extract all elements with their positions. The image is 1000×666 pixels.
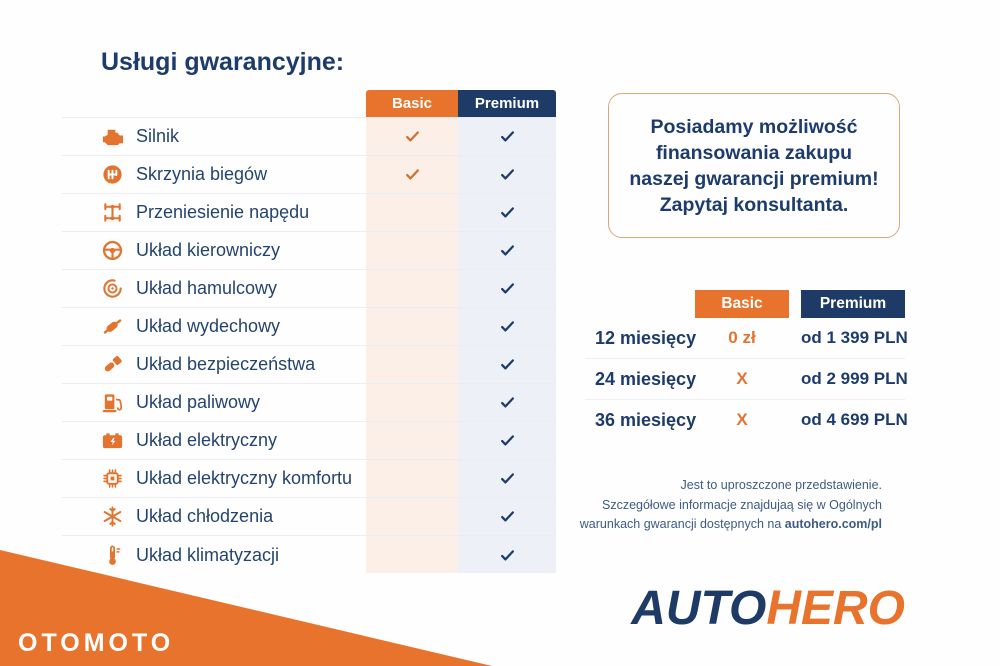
pricing-header-premium: Premium — [801, 290, 905, 318]
disclaimer-line: Szczegółowe informacje znajdujaą się w Ogólnych — [601, 497, 882, 512]
steering-wheel-icon — [100, 239, 124, 263]
table-row — [62, 536, 556, 574]
thermometer-icon — [100, 543, 124, 567]
service-label: Układ chłodzenia — [136, 506, 274, 526]
table-row — [62, 232, 556, 270]
pricing-header-basic: Basic — [695, 290, 789, 318]
service-label: Skrzynia biegów — [136, 164, 268, 184]
promo-line: Posiadamy możliwość — [650, 115, 858, 138]
disclaimer-text — [580, 476, 882, 535]
snowflake-icon — [100, 505, 124, 529]
autohero-url: autohero.com/pl — [784, 517, 882, 531]
table-row — [62, 194, 556, 232]
table-row — [62, 384, 556, 422]
pricing-row — [585, 318, 908, 358]
table-row — [62, 308, 556, 346]
pricing-table — [585, 290, 908, 440]
disclaimer-line: Jest to uproszczone przedstawienie. — [680, 478, 882, 492]
otomoto-logo: OTOMOTO — [18, 629, 175, 657]
engine-icon — [100, 125, 124, 149]
premium-price: od 1 399 PLN — [801, 328, 908, 347]
service-label: Układ kierowniczy — [136, 240, 281, 260]
check-icon — [458, 118, 556, 155]
service-label: Układ bezpieczeństwa — [136, 354, 316, 374]
pricing-table-headers — [695, 290, 905, 318]
service-label: Układ paliwowy — [136, 392, 261, 412]
autohero-logo: AUTOHERO — [631, 582, 905, 635]
service-label: Układ klimatyzacji — [136, 544, 280, 565]
basic-price: X — [736, 410, 748, 429]
fuel-pump-icon — [100, 391, 124, 415]
service-label: Przeniesienie napędu — [136, 202, 310, 222]
table-row — [62, 118, 556, 156]
pricing-rows — [585, 318, 908, 440]
duration-label: 12 miesięcy — [595, 327, 697, 348]
check-icon — [458, 346, 556, 383]
warranty-table — [62, 90, 556, 573]
basic-price: 0 zł — [728, 328, 756, 347]
warranty-rows — [62, 117, 556, 574]
check-icon — [458, 460, 556, 497]
check-icon — [366, 118, 458, 155]
service-label: Układ hamulcowy — [136, 278, 278, 298]
page-title: Usługi gwarancyjne: — [101, 48, 345, 76]
check-icon — [458, 308, 556, 345]
premium-price: od 2 999 PLN — [801, 369, 908, 388]
check-icon — [366, 156, 458, 193]
table-row — [62, 156, 556, 194]
duration-label: 24 miesięcy — [595, 368, 697, 389]
table-row — [62, 460, 556, 498]
drivetrain-icon — [100, 201, 124, 225]
service-label: Układ elektryczny komfortu — [136, 468, 353, 488]
promo-line: naszej gwarancji premium! — [629, 167, 879, 190]
pricing-row — [585, 399, 908, 440]
check-icon — [458, 498, 556, 535]
check-icon — [458, 536, 556, 574]
gearbox-icon — [100, 163, 124, 187]
table-row — [62, 422, 556, 460]
promo-line: Zapytaj konsultanta. — [659, 193, 849, 216]
check-icon — [458, 232, 556, 269]
duration-label: 36 miesięcy — [595, 409, 697, 430]
check-icon — [458, 156, 556, 193]
service-label: Układ elektryczny — [136, 430, 278, 450]
basic-price: X — [736, 369, 748, 388]
chip-icon — [100, 467, 124, 491]
premium-price: od 4 699 PLN — [801, 410, 908, 429]
check-icon — [458, 384, 556, 421]
promo-box — [608, 93, 900, 238]
disclaimer-line: warunkach gwarancji dostępnych na autohero.com/pl — [579, 517, 882, 531]
table-row — [62, 270, 556, 308]
seatbelt-icon — [100, 353, 124, 377]
column-header-basic: Basic — [366, 90, 458, 117]
battery-icon — [100, 429, 124, 453]
promo-line: finansowania zakupu — [655, 141, 853, 164]
check-icon — [458, 270, 556, 307]
service-label: Układ wydechowy — [136, 316, 281, 336]
pricing-row — [585, 358, 908, 399]
brake-icon — [100, 277, 124, 301]
check-icon — [458, 422, 556, 459]
check-icon — [458, 194, 556, 231]
column-header-premium: Premium — [458, 90, 556, 117]
table-row — [62, 498, 556, 536]
service-label: Silnik — [136, 126, 180, 146]
exhaust-icon — [100, 315, 124, 339]
table-row — [62, 346, 556, 384]
